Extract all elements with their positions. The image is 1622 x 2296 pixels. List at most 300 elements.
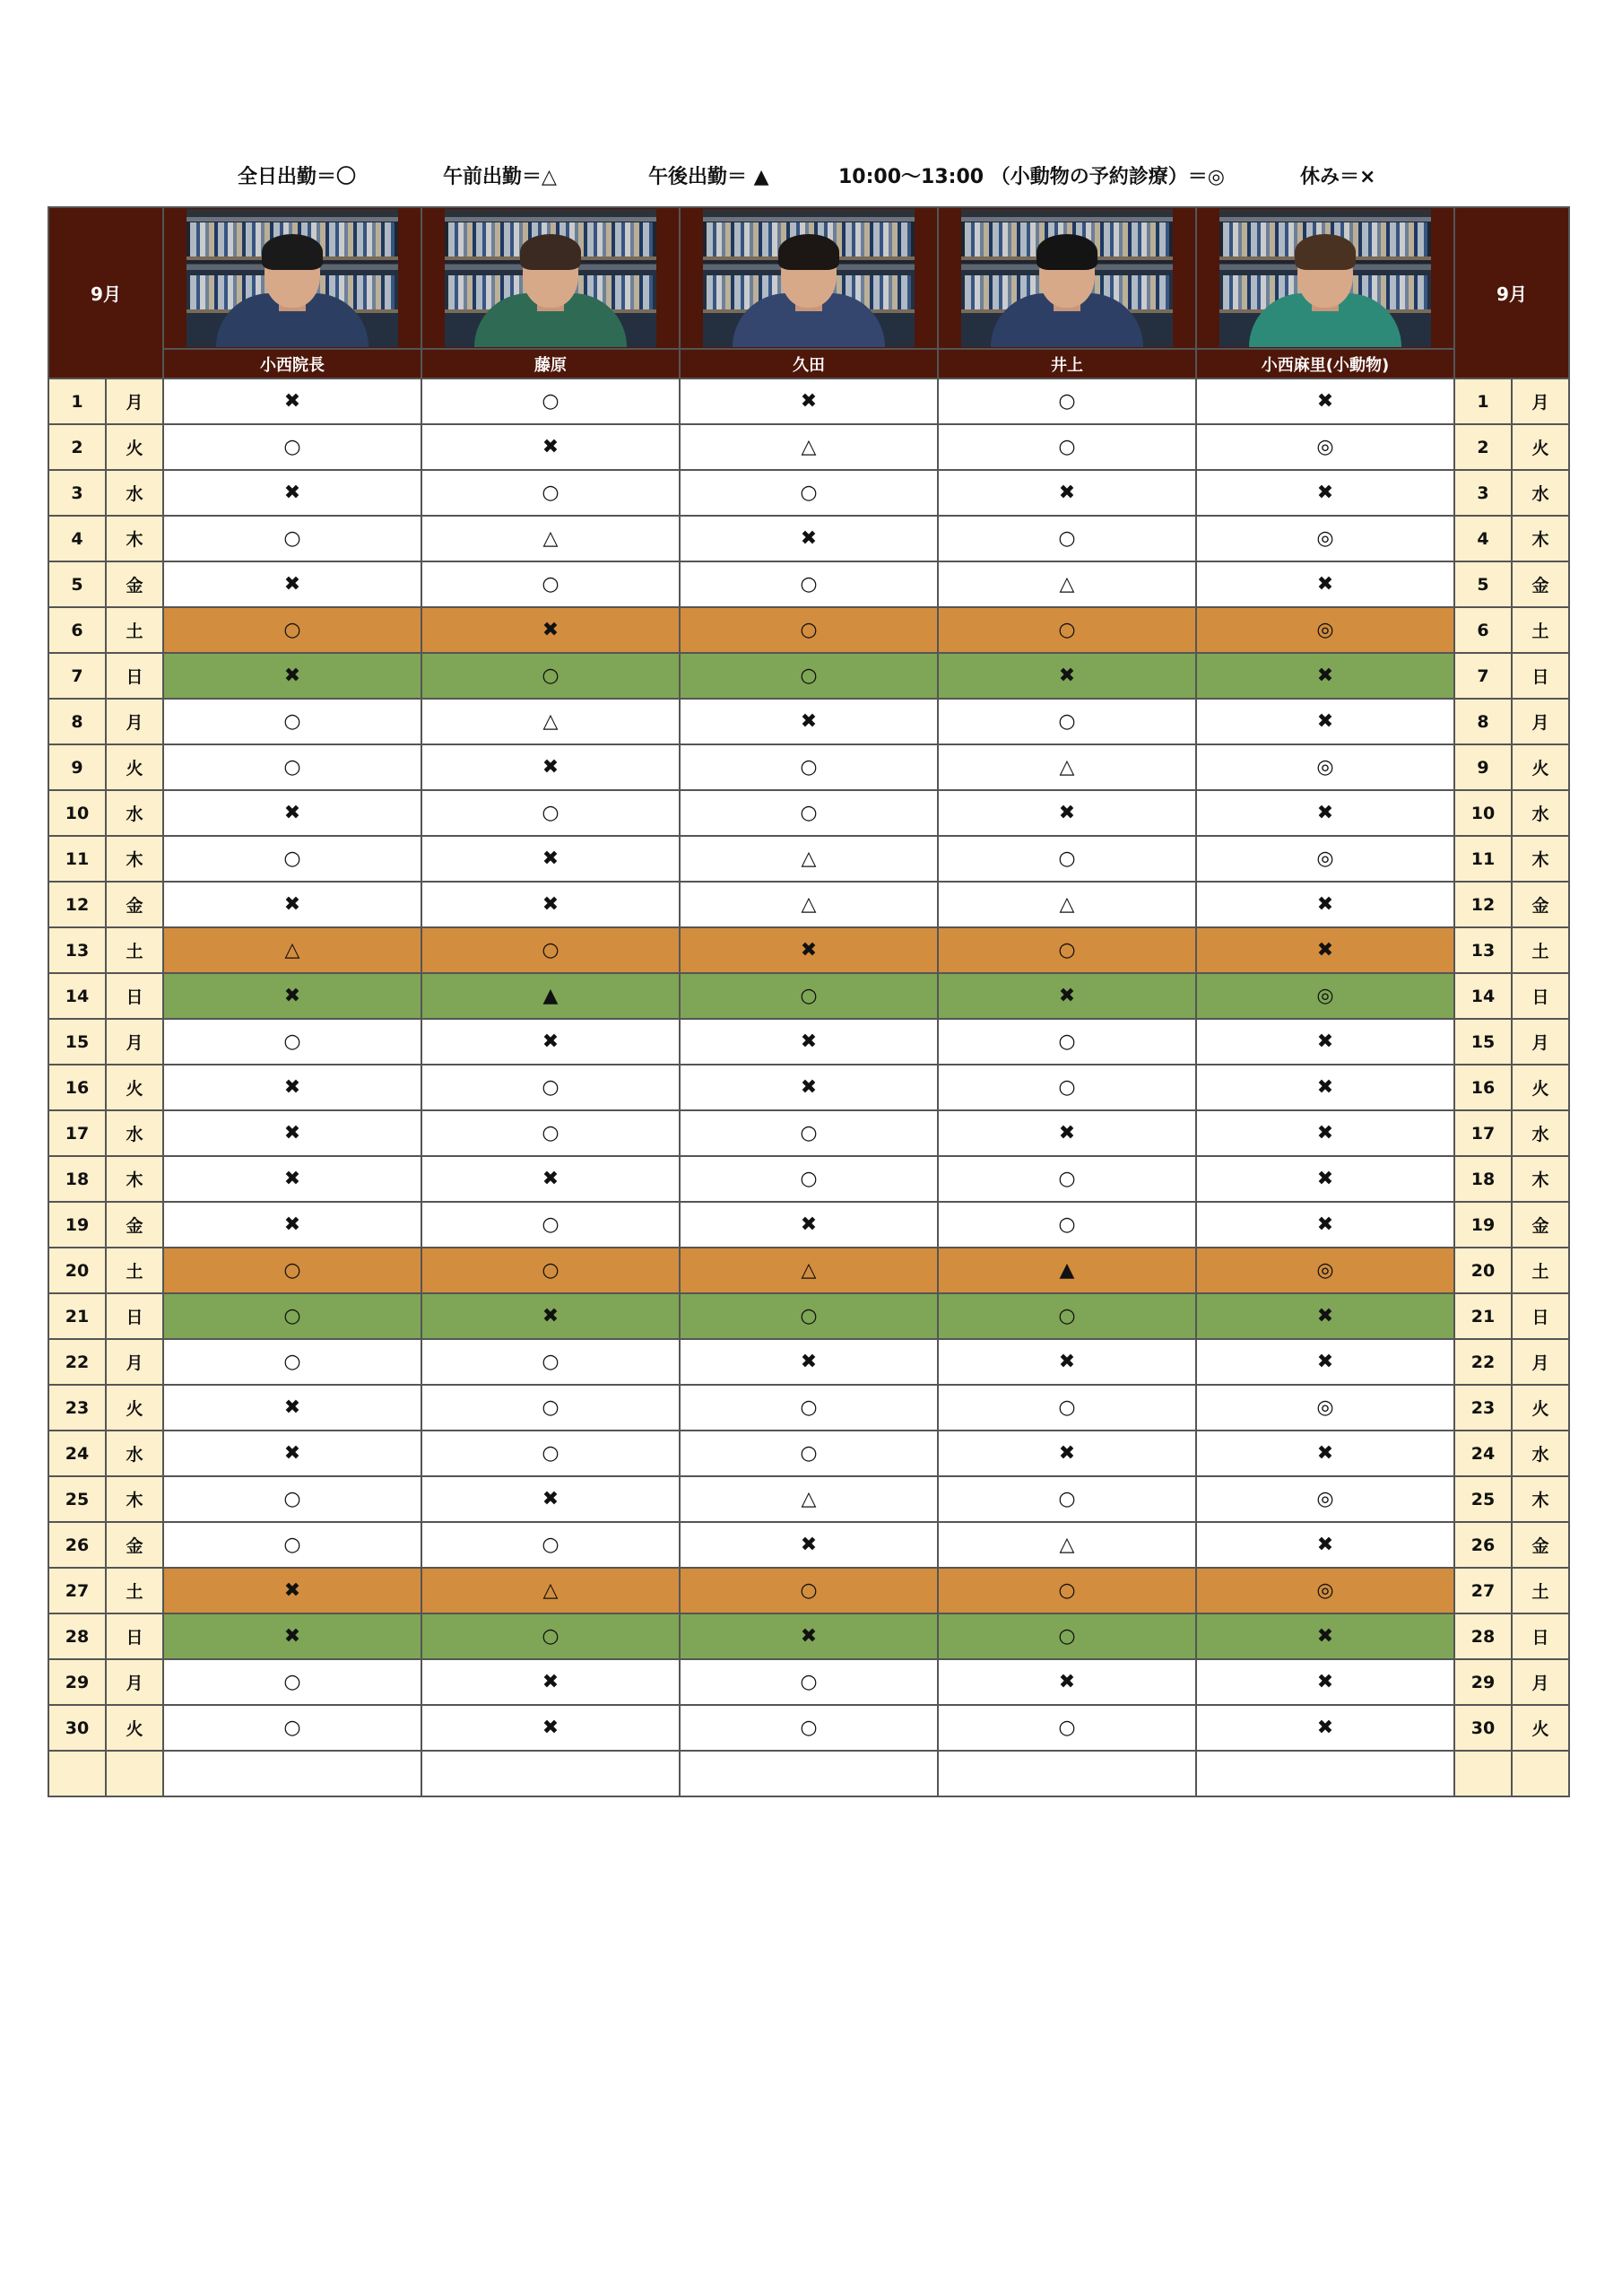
day-number: 8 [48, 699, 106, 744]
shift-cell: ○ [680, 1431, 938, 1476]
shift-cell: ○ [163, 699, 421, 744]
day-of-week: 日 [106, 1613, 163, 1659]
day-number: 2 [48, 424, 106, 470]
day-of-week: 火 [106, 1705, 163, 1751]
shift-cell: ○ [421, 790, 680, 836]
shift-cell: ○ [163, 1476, 421, 1522]
schedule-row [48, 836, 1569, 882]
day-number: 17 [48, 1110, 106, 1156]
day-of-week: 金 [106, 1202, 163, 1248]
day-of-week-right: 金 [1512, 1202, 1569, 1248]
shift-cell: ✖ [938, 653, 1196, 699]
day-of-week-right: 水 [1512, 470, 1569, 516]
day-number: 28 [48, 1613, 106, 1659]
day-number: 22 [48, 1339, 106, 1385]
day-of-week-right: 火 [1512, 424, 1569, 470]
day-number: 16 [48, 1065, 106, 1110]
shift-cell: ◎ [1196, 1568, 1454, 1613]
shift-cell: △ [680, 1476, 938, 1522]
day-number [48, 1751, 106, 1796]
day-of-week-right: 金 [1512, 882, 1569, 927]
day-number-right: 10 [1454, 790, 1512, 836]
schedule-row [48, 424, 1569, 470]
day-number-right: 11 [1454, 836, 1512, 882]
day-of-week: 金 [106, 1522, 163, 1568]
shift-cell: ✖ [421, 1293, 680, 1339]
shift-cell [680, 1751, 938, 1796]
shift-cell: △ [680, 836, 938, 882]
shift-cell: ✖ [1196, 699, 1454, 744]
day-number-right: 23 [1454, 1385, 1512, 1431]
day-number-right: 28 [1454, 1613, 1512, 1659]
day-number: 6 [48, 607, 106, 653]
shift-cell: ○ [938, 1156, 1196, 1202]
shift-cell: △ [938, 744, 1196, 790]
shift-cell: ✖ [938, 1431, 1196, 1476]
day-of-week-right: 土 [1512, 1568, 1569, 1613]
day-of-week: 土 [106, 927, 163, 973]
day-of-week [106, 1751, 163, 1796]
day-of-week: 木 [106, 516, 163, 561]
day-of-week-right: 金 [1512, 1522, 1569, 1568]
day-number: 18 [48, 1156, 106, 1202]
shift-cell: △ [938, 561, 1196, 607]
schedule-row [48, 1476, 1569, 1522]
shift-cell: ✖ [163, 973, 421, 1019]
schedule-row [48, 653, 1569, 699]
schedule-row [48, 1613, 1569, 1659]
shift-cell: ○ [680, 1659, 938, 1705]
day-number-right: 16 [1454, 1065, 1512, 1110]
shift-cell: ○ [680, 790, 938, 836]
shift-cell: ○ [421, 1431, 680, 1476]
shift-cell [163, 1751, 421, 1796]
shift-cell: ✖ [163, 1156, 421, 1202]
shift-cell: ○ [680, 1568, 938, 1613]
shift-cell: ○ [163, 1339, 421, 1385]
shift-cell: ✖ [680, 927, 938, 973]
day-of-week: 日 [106, 653, 163, 699]
shift-cell: ○ [163, 516, 421, 561]
shift-cell: ✖ [163, 1202, 421, 1248]
day-number-right: 26 [1454, 1522, 1512, 1568]
shift-cell: ○ [938, 699, 1196, 744]
shift-cell: ○ [421, 470, 680, 516]
day-of-week: 金 [106, 882, 163, 927]
day-number-right: 21 [1454, 1293, 1512, 1339]
shift-cell: ○ [680, 607, 938, 653]
schedule-row [48, 882, 1569, 927]
month-label-right: 9月 [1454, 207, 1569, 378]
shift-cell: ✖ [938, 790, 1196, 836]
day-of-week-right: 水 [1512, 1431, 1569, 1476]
shift-cell: ✖ [680, 699, 938, 744]
day-number: 4 [48, 516, 106, 561]
staff-name: 井上 [938, 349, 1196, 378]
shift-cell: ✖ [163, 1431, 421, 1476]
shift-cell: ✖ [680, 1613, 938, 1659]
day-number-right: 14 [1454, 973, 1512, 1019]
shift-cell: △ [680, 882, 938, 927]
day-of-week-right: 月 [1512, 699, 1569, 744]
schedule-row [48, 1110, 1569, 1156]
day-number-right: 20 [1454, 1248, 1512, 1293]
shift-cell: ○ [938, 378, 1196, 424]
shift-cell: ✖ [163, 378, 421, 424]
day-number: 12 [48, 882, 106, 927]
shift-cell: ○ [421, 927, 680, 973]
shift-cell: ◎ [1196, 1476, 1454, 1522]
day-of-week-right: 月 [1512, 378, 1569, 424]
schedule-row [48, 1751, 1569, 1796]
shift-cell: ✖ [680, 1522, 938, 1568]
shift-cell: ○ [163, 744, 421, 790]
shift-cell: ○ [421, 653, 680, 699]
schedule-row [48, 1568, 1569, 1613]
day-of-week: 火 [106, 424, 163, 470]
shift-cell: ○ [680, 744, 938, 790]
shift-cell: ○ [421, 1202, 680, 1248]
shift-cell: ✖ [1196, 1065, 1454, 1110]
shift-cell: ✖ [1196, 1202, 1454, 1248]
shift-cell: ○ [421, 1065, 680, 1110]
shift-cell: ✖ [1196, 653, 1454, 699]
day-of-week: 金 [106, 561, 163, 607]
shift-cell: △ [680, 424, 938, 470]
day-of-week-right [1512, 1751, 1569, 1796]
day-number: 19 [48, 1202, 106, 1248]
day-of-week-right: 日 [1512, 973, 1569, 1019]
day-of-week-right: 水 [1512, 1110, 1569, 1156]
day-number-right: 7 [1454, 653, 1512, 699]
day-number: 30 [48, 1705, 106, 1751]
day-number: 11 [48, 836, 106, 882]
schedule-row [48, 378, 1569, 424]
day-number: 13 [48, 927, 106, 973]
shift-cell: ○ [421, 1339, 680, 1385]
schedule-row [48, 1522, 1569, 1568]
shift-cell: ○ [421, 1613, 680, 1659]
shift-cell: ✖ [938, 1659, 1196, 1705]
day-number: 21 [48, 1293, 106, 1339]
day-of-week: 月 [106, 1659, 163, 1705]
shift-cell: ○ [163, 1659, 421, 1705]
shift-cell: ✖ [680, 1339, 938, 1385]
shift-cell: ✖ [1196, 470, 1454, 516]
shift-cell: ✖ [1196, 1431, 1454, 1476]
shift-cell: ✖ [163, 561, 421, 607]
day-of-week-right: 火 [1512, 1705, 1569, 1751]
staff-photo-icon [703, 209, 915, 347]
shift-cell: ○ [163, 1705, 421, 1751]
shift-cell: ○ [938, 927, 1196, 973]
shift-cell: ✖ [680, 1202, 938, 1248]
legend-morning: 午前出勤＝△ [443, 166, 557, 188]
shift-cell: ✖ [163, 1613, 421, 1659]
day-of-week-right: 水 [1512, 790, 1569, 836]
shift-cell: ○ [163, 1293, 421, 1339]
day-of-week: 土 [106, 607, 163, 653]
shift-cell: ◎ [1196, 424, 1454, 470]
shift-cell [1196, 1751, 1454, 1796]
shift-cell: ✖ [938, 470, 1196, 516]
shift-cell: ◎ [1196, 744, 1454, 790]
day-of-week-right: 金 [1512, 561, 1569, 607]
shift-cell: ○ [163, 607, 421, 653]
shift-cell: ✖ [1196, 1659, 1454, 1705]
shift-cell: ○ [421, 1110, 680, 1156]
shift-cell: ○ [680, 470, 938, 516]
schedule-row [48, 790, 1569, 836]
day-of-week: 月 [106, 1019, 163, 1065]
shift-cell: ✖ [1196, 378, 1454, 424]
day-number-right: 17 [1454, 1110, 1512, 1156]
day-of-week-right: 土 [1512, 927, 1569, 973]
staff-name: 藤原 [421, 349, 680, 378]
legend-full-day: 全日出勤＝〇 [238, 166, 357, 188]
shift-cell: ○ [938, 1476, 1196, 1522]
schedule-row [48, 1705, 1569, 1751]
shift-cell: ✖ [938, 1339, 1196, 1385]
day-of-week: 月 [106, 1339, 163, 1385]
day-of-week-right: 木 [1512, 1476, 1569, 1522]
staff-name: 久田 [680, 349, 938, 378]
shift-cell: ○ [680, 1293, 938, 1339]
shift-cell: ✖ [938, 1110, 1196, 1156]
day-number: 10 [48, 790, 106, 836]
schedule-row [48, 607, 1569, 653]
day-number-right: 1 [1454, 378, 1512, 424]
shift-cell: ✖ [680, 516, 938, 561]
day-of-week-right: 火 [1512, 1385, 1569, 1431]
shift-cell: ✖ [421, 744, 680, 790]
staff-photo-2 [421, 207, 680, 349]
schedule-row [48, 1339, 1569, 1385]
staff-photo-3 [680, 207, 938, 349]
shift-cell: ✖ [680, 1019, 938, 1065]
schedule-row [48, 1019, 1569, 1065]
day-of-week: 日 [106, 973, 163, 1019]
shift-cell: ○ [938, 516, 1196, 561]
day-of-week-right: 木 [1512, 1156, 1569, 1202]
shift-cell [421, 1751, 680, 1796]
shift-cell: ○ [938, 836, 1196, 882]
schedule-row [48, 744, 1569, 790]
day-number: 5 [48, 561, 106, 607]
day-of-week: 月 [106, 699, 163, 744]
schedule-row [48, 699, 1569, 744]
day-number-right: 25 [1454, 1476, 1512, 1522]
shift-cell: ○ [421, 378, 680, 424]
day-number-right: 5 [1454, 561, 1512, 607]
shift-cell: ✖ [421, 1705, 680, 1751]
day-number-right: 30 [1454, 1705, 1512, 1751]
month-label-left: 9月 [48, 207, 163, 378]
day-number-right: 19 [1454, 1202, 1512, 1248]
day-number-right: 27 [1454, 1568, 1512, 1613]
shift-cell: ▲ [938, 1248, 1196, 1293]
day-of-week: 火 [106, 744, 163, 790]
shift-cell: ▲ [421, 973, 680, 1019]
day-of-week-right: 土 [1512, 607, 1569, 653]
day-number-right: 18 [1454, 1156, 1512, 1202]
day-of-week-right: 火 [1512, 744, 1569, 790]
shift-cell: ✖ [1196, 1522, 1454, 1568]
day-of-week: 木 [106, 1156, 163, 1202]
day-number: 1 [48, 378, 106, 424]
shift-cell: ✖ [680, 378, 938, 424]
day-of-week: 水 [106, 790, 163, 836]
shift-cell: ✖ [163, 1385, 421, 1431]
day-number: 20 [48, 1248, 106, 1293]
day-of-week-right: 月 [1512, 1019, 1569, 1065]
shift-cell: ✖ [421, 882, 680, 927]
staff-photo-4 [938, 207, 1196, 349]
day-number: 27 [48, 1568, 106, 1613]
shift-cell: ○ [938, 424, 1196, 470]
shift-cell: △ [421, 516, 680, 561]
shift-cell: ◎ [1196, 1385, 1454, 1431]
shift-cell: ✖ [1196, 1156, 1454, 1202]
shift-cell: ✖ [1196, 790, 1454, 836]
shift-cell: ○ [163, 1248, 421, 1293]
shift-cell: ◎ [1196, 1248, 1454, 1293]
day-of-week: 水 [106, 470, 163, 516]
shift-cell: ✖ [421, 1156, 680, 1202]
day-number-right: 12 [1454, 882, 1512, 927]
shift-cell: ○ [938, 1385, 1196, 1431]
shift-cell: ○ [680, 1110, 938, 1156]
shift-cell: ○ [421, 561, 680, 607]
shift-cell: ✖ [163, 882, 421, 927]
day-of-week: 火 [106, 1385, 163, 1431]
day-number-right: 15 [1454, 1019, 1512, 1065]
schedule-row [48, 1385, 1569, 1431]
day-of-week: 木 [106, 836, 163, 882]
day-number: 24 [48, 1431, 106, 1476]
shift-cell: ○ [938, 1202, 1196, 1248]
schedule-row [48, 1431, 1569, 1476]
shift-cell: ✖ [421, 607, 680, 653]
shift-cell: ○ [680, 561, 938, 607]
shift-cell: ✖ [1196, 1705, 1454, 1751]
day-number-right: 2 [1454, 424, 1512, 470]
day-number-right: 3 [1454, 470, 1512, 516]
shift-cell: ✖ [1196, 1339, 1454, 1385]
shift-cell: ✖ [421, 424, 680, 470]
shift-cell: ◎ [1196, 607, 1454, 653]
shift-cell: ○ [938, 1019, 1196, 1065]
day-number: 9 [48, 744, 106, 790]
day-of-week-right: 月 [1512, 1339, 1569, 1385]
day-of-week-right: 土 [1512, 1248, 1569, 1293]
day-of-week-right: 日 [1512, 1613, 1569, 1659]
day-number-right: 6 [1454, 607, 1512, 653]
shift-cell: ○ [680, 1156, 938, 1202]
schedule-row [48, 1659, 1569, 1705]
legend-afternoon: 午後出勤＝ ▲ [648, 166, 769, 188]
shift-cell: ✖ [163, 1568, 421, 1613]
shift-cell: ✖ [938, 973, 1196, 1019]
staff-name: 小西麻里(小動物) [1196, 349, 1454, 378]
shift-cell: ✖ [1196, 927, 1454, 973]
shift-cell: ✖ [163, 1065, 421, 1110]
shift-cell: ✖ [680, 1065, 938, 1110]
day-of-week-right: 木 [1512, 516, 1569, 561]
shift-cell: ○ [163, 424, 421, 470]
shift-cell: △ [421, 699, 680, 744]
staff-photo-1 [163, 207, 421, 349]
shift-cell: ○ [421, 1522, 680, 1568]
day-of-week: 水 [106, 1431, 163, 1476]
staff-photo-icon [186, 209, 398, 347]
shift-cell: ✖ [163, 790, 421, 836]
day-of-week-right: 月 [1512, 1659, 1569, 1705]
legend-off: 休み＝× [1300, 166, 1376, 188]
day-of-week-right: 木 [1512, 836, 1569, 882]
legend [0, 160, 1622, 196]
day-number: 29 [48, 1659, 106, 1705]
shift-cell: ✖ [421, 836, 680, 882]
schedule-row [48, 1248, 1569, 1293]
day-number-right: 24 [1454, 1431, 1512, 1476]
shift-cell: ✖ [163, 1110, 421, 1156]
schedule-row [48, 973, 1569, 1019]
shift-cell: ◎ [1196, 973, 1454, 1019]
day-of-week: 月 [106, 378, 163, 424]
day-number: 15 [48, 1019, 106, 1065]
shift-cell: △ [938, 882, 1196, 927]
shift-cell: ○ [421, 1385, 680, 1431]
day-number: 23 [48, 1385, 106, 1431]
shift-cell: △ [421, 1568, 680, 1613]
schedule-table [48, 206, 1570, 1797]
schedule-row [48, 927, 1569, 973]
day-of-week: 日 [106, 1293, 163, 1339]
day-of-week: 火 [106, 1065, 163, 1110]
shift-cell: ✖ [1196, 561, 1454, 607]
schedule-row [48, 1202, 1569, 1248]
day-of-week: 木 [106, 1476, 163, 1522]
shift-cell: ✖ [1196, 882, 1454, 927]
shift-cell: ✖ [421, 1659, 680, 1705]
legend-small-animal: 10:00〜13:00 （小動物の予約診療）＝◎ [838, 166, 1225, 188]
shift-cell: ○ [938, 1613, 1196, 1659]
day-number-right: 22 [1454, 1339, 1512, 1385]
day-number: 7 [48, 653, 106, 699]
staff-photo-icon [961, 209, 1173, 347]
day-number: 26 [48, 1522, 106, 1568]
shift-cell: ○ [163, 836, 421, 882]
schedule-row [48, 1156, 1569, 1202]
day-number: 3 [48, 470, 106, 516]
schedule-row [48, 516, 1569, 561]
shift-cell: △ [163, 927, 421, 973]
day-of-week: 土 [106, 1568, 163, 1613]
shift-cell: ○ [938, 607, 1196, 653]
day-number: 25 [48, 1476, 106, 1522]
shift-cell: ○ [938, 1065, 1196, 1110]
shift-cell: ○ [680, 973, 938, 1019]
shift-cell: ✖ [421, 1019, 680, 1065]
day-number-right: 8 [1454, 699, 1512, 744]
shift-cell: ✖ [1196, 1019, 1454, 1065]
day-number-right: 9 [1454, 744, 1512, 790]
shift-cell: ○ [163, 1522, 421, 1568]
shift-cell: △ [938, 1522, 1196, 1568]
day-number-right: 13 [1454, 927, 1512, 973]
shift-cell: ✖ [1196, 1613, 1454, 1659]
